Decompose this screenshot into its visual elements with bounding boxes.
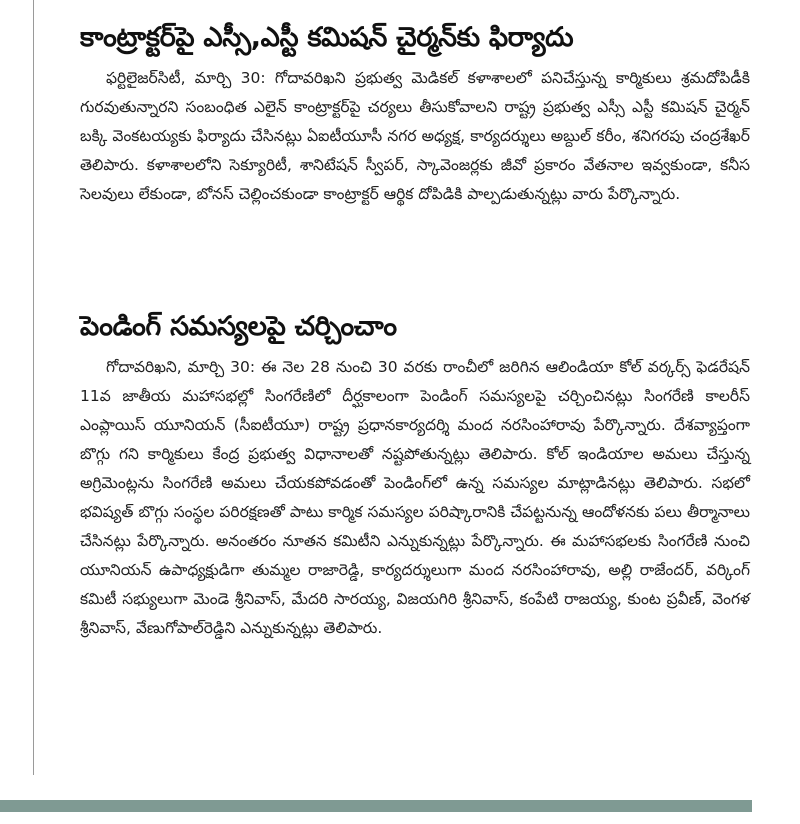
article-complaint <box>80 18 750 209</box>
article-pending-issues <box>80 307 750 643</box>
footer-divider-bar <box>0 800 752 812</box>
article-headline: పెండింగ్ సమస్యలపై చర్చించాం <box>80 311 397 342</box>
article-body: ఫర్టిలైజర్‌సిటీ, మార్చి 30: గోదావరిఖని ప్రభుత్వ మెడికల్ కళాశాలలో పనిచేస్తున్న కార్మికులు శ్రమదోపిడీకి గురవుతున్నారని సంబంధిత ఎలైన్ కాంట్రాక్టర్‌పై చర్యలు తీసుకోవాలని రాష్ట్ర ప్రభుత్వ ఎస్సీ ఎస్టీ కమిషన్ చైర్మన్ బక్కి వెంకటయ్యకు ఫిర్యాదు చేసినట్లు ఏఐటీయూసీ నగర అధ్యక్ష, కార్యదర్శులు అబ్దుల్ కరీం, శనిగరపు చంద్రశేఖర్ తెలిపారు. కళాశాలలోని సెక్యూరిటీ, శానిటేషన్ స్వీపర్, స్కావెంజర్లకు జీవో ప్రకారం వేతనాల ఇవ్వకుండా, కనీస సెలవులు లేకుండా, బోనస్ చెల్లించకుండా కాంట్రాక్టర్ ఆర్థిక దోపిడికి పాల్పడుతున్నట్లు వారు పేర్కొన్నారు. <box>80 69 751 203</box>
article-headline: కాంట్రాక్టర్‌పై ఎస్సీ,ఎస్టీ కమిషన్ చైర్మన్‌కు ఫిర్యాదు <box>80 22 574 53</box>
previous-article-cut-line <box>60 0 740 7</box>
column-divider <box>33 0 34 775</box>
article-body: గోదావరిఖని, మార్చి 30: ఈ నెల 28 నుంచి 30 వరకు రాంచీలో జరిగిన ఆలిండియా కోల్ వర్కర్స్ ఫెడరేషన్ 11వ జాతీయ మహాసభల్లో సింగరేణిలో దీర్ఘకాలంగా పెండింగ్ సమస్యలపై చర్చించినట్లు సింగరేణి కాలరీస్ ఎంప్లాయిస్ యూనియన్ (సీఐటీయూ) రాష్ట్ర ప్రధానకార్యదర్శి మంద నరసింహారావు పేర్కొన్నారు. దేశవ్యాప్తంగా బొగ్గు గని కార్మికులు కేంద్ర ప్రభుత్వ విధానాలతో నష్టపోతున్నట్లు తెలిపారు. కోల్ ఇండియాల అమలు చేస్తున్న అగ్రిమెంట్లను సింగరేణి అమలు చేయకపోవడంతో పెండింగ్‌లో ఉన్న సమస్యల మాట్లాడినట్లు తెలిపారు. సభలో భవిష్యత్ బొగ్గు సంస్థల పరిరక్షణతో పాటు కార్మిక సమస్యల పరిష్కారానికి చేపట్టనున్న ఆందోళనకు పలు తీర్మానాలు చేసినట్లు పేర్కొన్నారు. అనంతరం నూతన కమిటీని ఎన్నుకున్నట్లు పేర్కొన్నారు. ఈ మహాసభలకు సింగరేణి నుంచి యూనియన్ ఉపాధ్యక్షుడిగా తుమ్మల రాజారెడ్డి, కార్యదర్శులుగా మంద నరసింహారావు, అల్లి రాజేందర్, వర్కింగ్ కమిటీ సభ్యులుగా మెండె శ్రీనివాస్, మేదరి సారయ్య, విజయగిరి శ్రీనివాస్, కంపేటి రాజయ్య, కుంట ప్రవీణ్, వెంగళ శ్రీనివాస్, వేణుగోపాల్‌రెడ్డిని ఎన్నుకున్నట్లు తెలిపారు. <box>80 358 750 637</box>
